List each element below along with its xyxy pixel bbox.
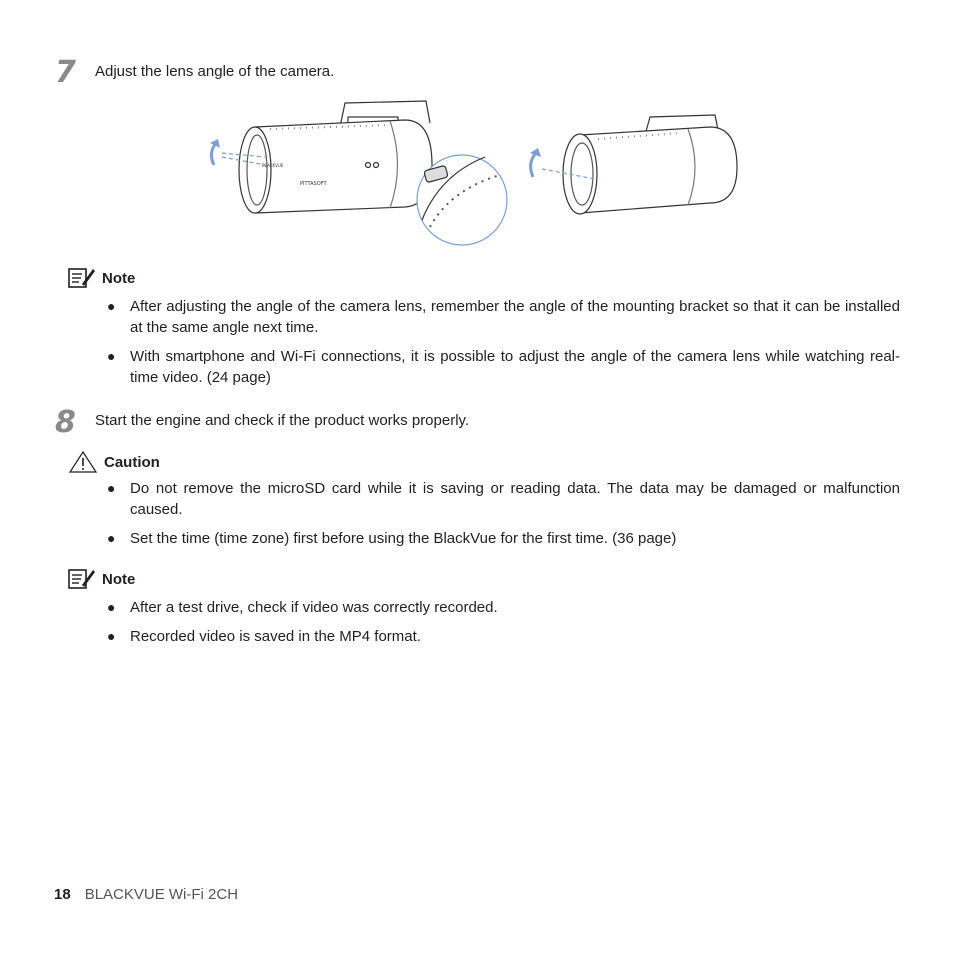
caution-list xyxy=(107,478,900,549)
page-number: 18 xyxy=(54,886,71,903)
caution-title: Caution xyxy=(104,453,160,471)
model-name: BLACKVUE Wi-Fi 2CH xyxy=(84,886,239,903)
camera-angle-illustration xyxy=(200,95,760,255)
brand-label: PITTASOFT xyxy=(300,181,327,187)
note-pencil-icon xyxy=(68,267,96,289)
list-item: ● After a test drive, check if video was correctly recorded. xyxy=(107,599,498,616)
note-title: Note xyxy=(102,269,136,287)
list-item: ● Do not remove the microSD card while it is saving or reading data. The data may be damaged or malfunction caused. xyxy=(107,480,900,518)
list-item: ● With smartphone and Wi-Fi connections, it is possible to adjust the angle of the camera lens while watching real-time video. (24 page) xyxy=(107,348,900,386)
list-item: ● Set the time (time zone) first before using the BlackVue for the first time. (36 page) xyxy=(107,530,677,547)
warning-triangle-icon xyxy=(68,450,98,474)
note-header xyxy=(68,267,135,289)
note-pencil-icon xyxy=(68,568,96,590)
note-list xyxy=(107,296,900,388)
step-8-text: Start the engine and check if the product works properly. xyxy=(95,412,470,429)
caution-header xyxy=(68,450,160,474)
step-number-7: 7 xyxy=(55,55,76,90)
note-header xyxy=(68,568,135,590)
list-item: ● After adjusting the angle of the camera lens, remember the angle of the mounting bracket so that it can be installed at the same angle next time. xyxy=(107,298,900,336)
note-list xyxy=(107,597,900,647)
step-number-8: 8 xyxy=(55,405,76,440)
list-item: ● Recorded video is saved in the MP4 format. xyxy=(107,628,421,645)
note-title: Note xyxy=(102,570,136,588)
lens-label: BLACKVUE xyxy=(262,163,284,168)
page-footer xyxy=(54,886,238,903)
step-7-text: Adjust the lens angle of the camera. xyxy=(95,63,335,80)
